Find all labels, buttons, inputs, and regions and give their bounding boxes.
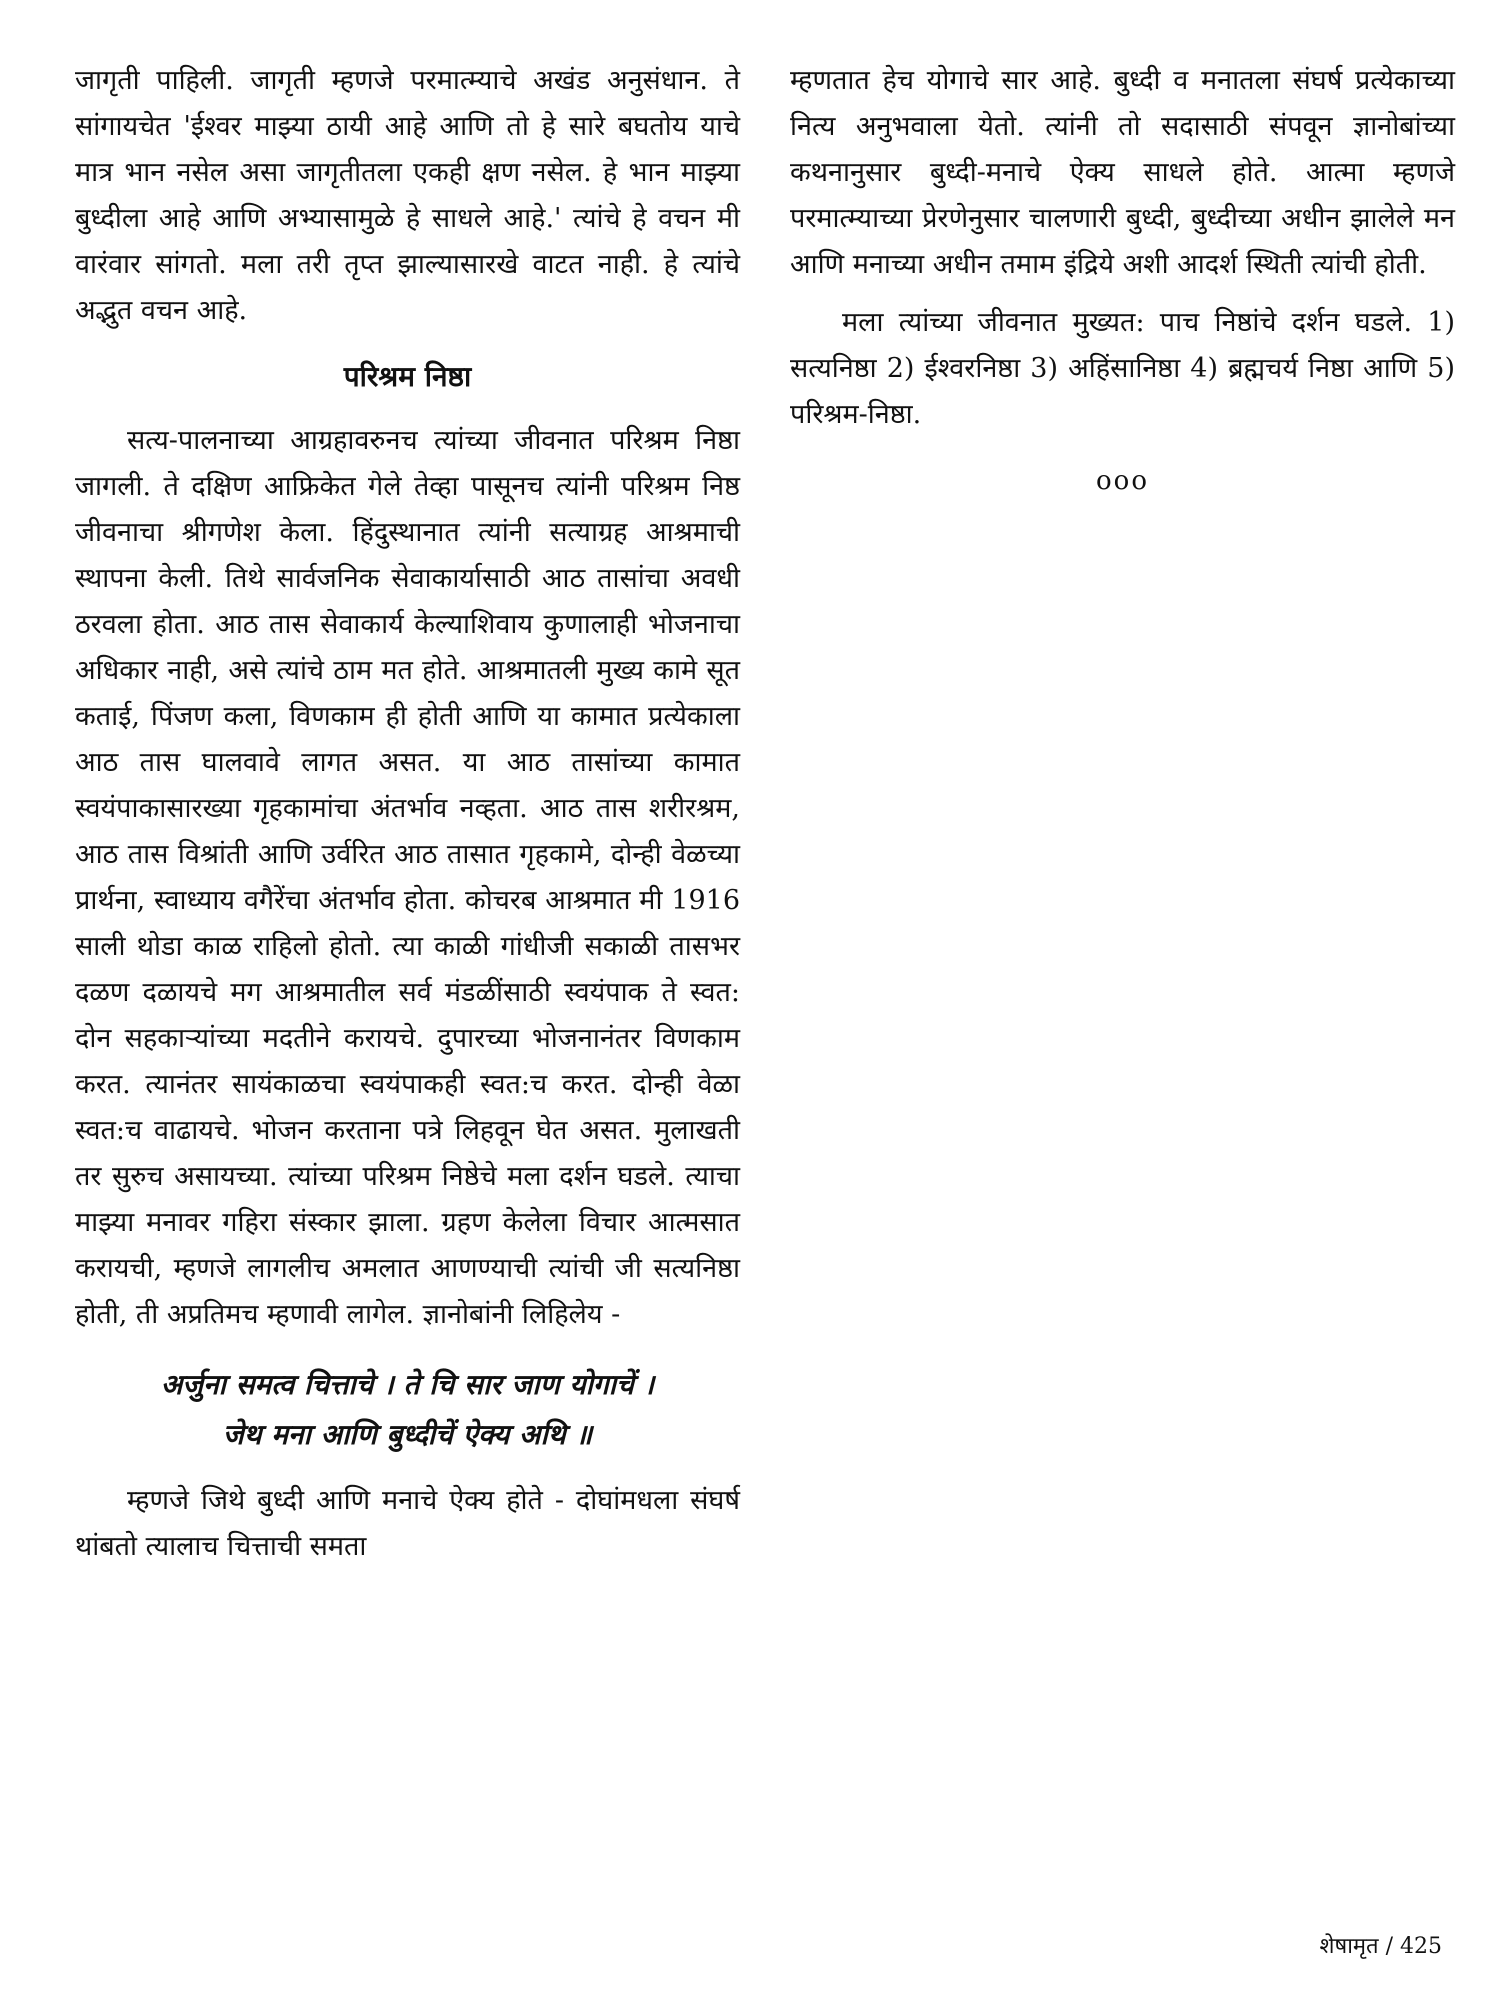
left-column bbox=[75, 58, 740, 1570]
right-column bbox=[790, 58, 1455, 496]
section-heading: परिश्रम निष्ठा bbox=[343, 360, 472, 393]
left-paragraph-1: जागृती पाहिली. जागृती म्हणजे परमात्म्याचे अखंड अनुसंधान. ते सांगायचेत 'ईश्वर माझ्या ठायी आहे आणि तो हे सारे बघतोय याचे मात्र भान नसेल असा जागृतीतला एकही क्षण नसेल. हे भान माझ्या बुध्दीला आहे आणि अभ्यासामुळे हे साधले आहे.' त्यांचे हे वचन मी वारंवार सांगतो. मला तरी तृप्त झाल्यासारखे वाटत नाही. हे त्यांचे अद्भुत वचन आहे. bbox=[75, 65, 740, 326]
verse-line-1: अर्जुना समत्व चित्ताचे । ते चि सार जाण योगाचें । bbox=[160, 1368, 655, 1401]
right-paragraph-1: म्हणतात हेच योगाचे सार आहे. बुध्दी व मनातला संघर्ष प्रत्येकाच्या नित्य अनुभवाला येतो. त्यांनी तो सदासाठी संपवून ज्ञानोबांच्या कथनानुसार बुध्दी-मनाचे ऐक्य साधले होते. आत्मा म्हणजे परमात्म्याच्या प्रेरणेनुसार चालणारी बुध्दी, बुध्दीच्या अधीन झालेले मन आणि मनाच्या अधीन तमाम इंद्रिये अशी आदर्श स्थिती त्यांची होती. bbox=[790, 65, 1455, 280]
right-paragraph-2: मला त्यांच्या जीवनात मुख्यत: पाच निष्ठांचे दर्शन घडले. 1) सत्यनिष्ठा 2) ईश्वरनिष्ठा 3) अहिंसानिष्ठा 4) ब्रह्मचर्य निष्ठा आणि 5) परिश्रम-निष्ठा. bbox=[790, 307, 1455, 430]
verse-line-2: जेथ मना आणि बुध्दीचें ऐक्य अथि ॥ bbox=[222, 1418, 593, 1451]
page-footer: शेषामृत / 425 bbox=[1319, 1934, 1442, 1959]
left-paragraph-3: म्हणजे जिथे बुध्दी आणि मनाचे ऐक्य होते - दोघांमधला संघर्ष थांबतो त्यालाच चित्ताची समता bbox=[75, 1485, 740, 1562]
verse-block bbox=[75, 1360, 740, 1460]
left-paragraph-2: सत्य-पालनाच्या आग्रहावरुनच त्यांच्या जीवनात परिश्रम निष्ठा जागली. ते दक्षिण आफ्रिकेत गेले तेव्हा पासूनच त्यांनी परिश्रम निष्ठ जीवनाचा श्रीगणेश केला. हिंदुस्थानात त्यांनी सत्याग्रह आश्रमाची स्थापना केली. तिथे सार्वजनिक सेवाकार्यासाठी आठ तासांचा अवधी ठरवला होता. आठ तास सेवाकार्य केल्याशिवाय कुणालाही भोजनाचा अधिकार नाही, असे त्यांचे ठाम मत होते. आश्रमातली मुख्य कामे सूत कताई, पिंजण कला, विणकाम ही होती आणि या कामात प्रत्येकाला आठ तास घालवावे लागत असत. या आठ तासांच्या कामात स्वयंपाकासारख्या गृहकामांचा अंतर्भाव नव्हता. आठ तास शरीरश्रम, आठ तास विश्रांती आणि उर्वरित आठ तासात गृहकामे, दोन्ही वेळच्या प्रार्थना, स्वाध्याय वगैरेंचा अंतर्भाव होता. कोचरब आश्रमात मी 1916 साली थोडा काळ राहिलो होतो. त्या काळी गांधीजी सकाळी तासभर दळण दळायचे मग आश्रमातील सर्व मंडळींसाठी स्वयंपाक ते स्वत: दोन सहकाऱ्यांच्या मदतीने करायचे. दुपारच्या भोजनानंतर विणकाम करत. त्यानंतर सायंकाळचा स्वयंपाकही स्वत:च करत. दोन्ही वेळा स्वत:च वाढायचे. भोजन करताना पत्रे लिहवून घेत असत. मुलाखती तर सुरुच असायच्या. त्यांच्या परिश्रम निष्ठेचे मला दर्शन घडले. त्याचा माझ्या मनावर गहिरा संस्कार झाला. ग्रहण केलेला विचार आत्मसात करायची, म्हणजे लागलीच अमलात आणण्याची त्यांची जी सत्यनिष्ठा होती, ती अप्रतिमच म्हणावी लागेल. ज्ञानोबांनी लिहिलेय - bbox=[75, 425, 740, 1330]
section-end-ornament: ooo bbox=[1096, 466, 1149, 496]
